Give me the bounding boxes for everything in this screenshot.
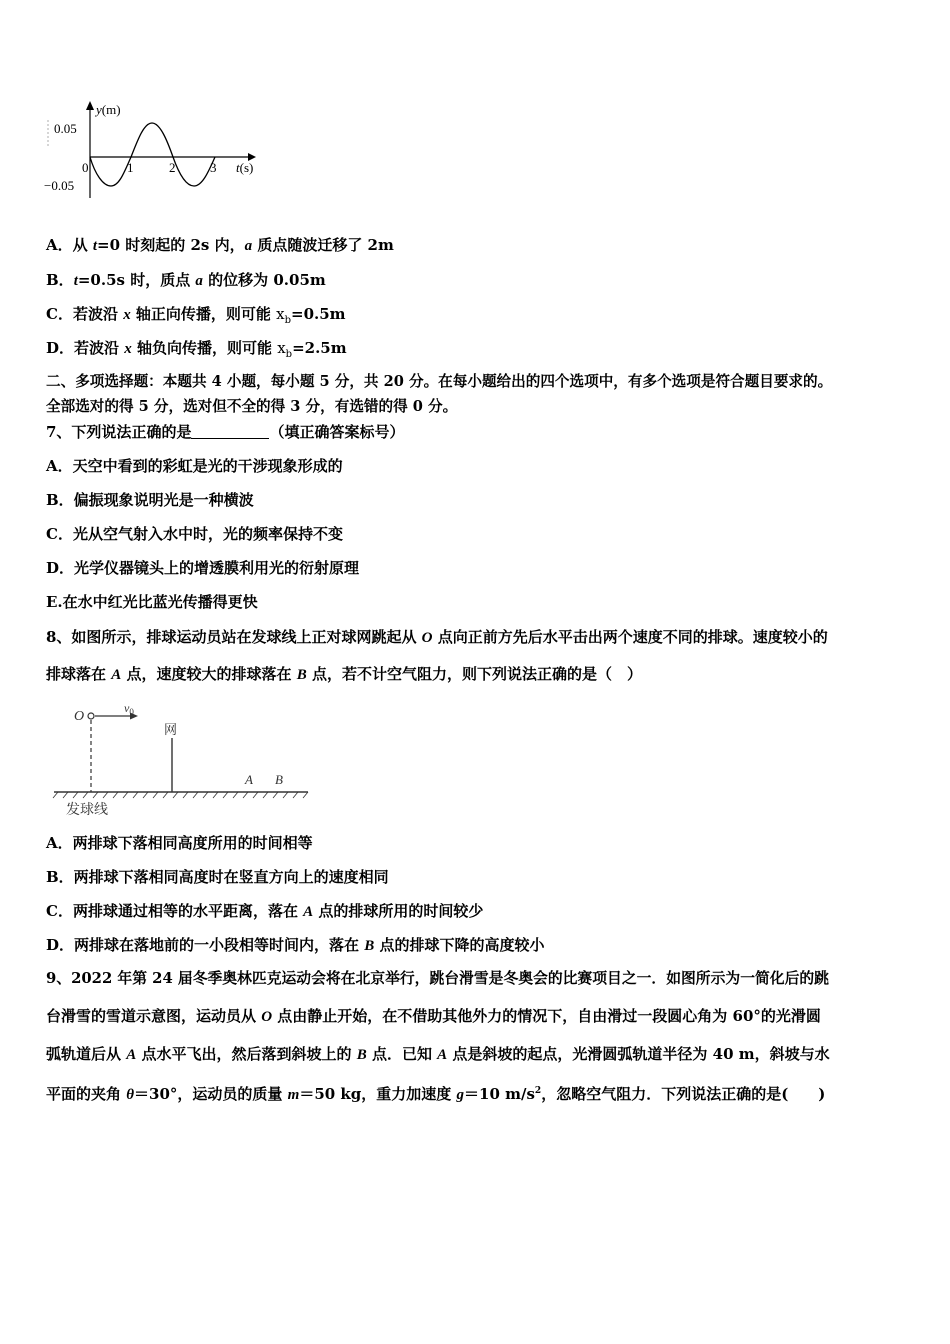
point-a-label: A: [245, 772, 253, 787]
q6-option-a[interactable]: A．从 t=0 时刻起的 2s 内，a 质点随波迁移了 2m: [46, 236, 394, 254]
y-top-label: 0.05: [54, 121, 77, 136]
q9-stem-line2: 台滑雪的雪道示意图，运动员从 O 点由静止开始，在不借助其他外力的情况下，自由滑过一段圆心角为 60°的光滑圆: [46, 1007, 821, 1025]
v0-label: $v_0$: [124, 701, 134, 717]
ground-hatching: [53, 792, 308, 798]
q8-option-c[interactable]: C．两排球通过相等的水平距离，落在 A 点的排球所用的时间较少: [46, 902, 484, 920]
wave-graph: [40, 98, 270, 208]
q8-option-d[interactable]: D．两排球在落地前的一小段相等时间内，落在 B 点的排球下降的高度较小: [46, 936, 545, 954]
q8-stem-line1: 8、如图所示，排球运动员站在发球线上正对球网跳起从 O 点向正前方先后水平击出两个速度不同的排球。速度较小的: [46, 628, 828, 646]
y-bottom-label: −0.05: [44, 178, 75, 193]
q7-option-e[interactable]: E.在水中红光比蓝光传播得更快: [46, 593, 258, 611]
q8-option-b[interactable]: B．两排球下落相同高度时在竖直方向上的速度相同: [46, 868, 389, 886]
q6-option-b[interactable]: B．t=0.5s 时，质点 a 的位移为 0.05m: [46, 271, 326, 289]
point-o-label: O: [74, 709, 85, 724]
point-b-label: B: [275, 772, 283, 787]
q7-option-b[interactable]: B．偏振现象说明光是一种横波: [46, 491, 254, 509]
serve-line-label: 发球线: [66, 803, 108, 818]
q9-stem-line3: 弧轨道后从 A 点水平飞出，然后落到斜坡上的 B 点．已知 A 点是斜坡的起点，光滑圆弧轨道半径为 40 m，斜坡与水: [46, 1045, 830, 1063]
tick-label-2: 2: [169, 160, 176, 175]
ball-point-o: [88, 713, 94, 719]
x-axis-label: t(s): [236, 160, 254, 175]
net-label: 网: [164, 722, 178, 737]
answer-blank[interactable]: [191, 424, 269, 439]
y-axis-label: y(m): [96, 102, 121, 117]
q6-option-d[interactable]: D．若波沿 x 轴负向传播，则可能 $x_b=2.5m$: [46, 339, 347, 360]
y-axis-arrow-icon: [86, 101, 94, 110]
section2-line1: 二、多项选择题：本题共 4 小题，每小题 5 分，共 20 分。在每小题给出的四个选项中，有多个选项是符合题目要求的。: [46, 373, 833, 390]
q8-stem-line2: 排球落在 A 点，速度较大的排球落在 B 点，若不计空气阻力，则下列说法正确的是（ ）: [46, 665, 642, 683]
tick-label-1: 1: [127, 160, 134, 175]
q9-stem-line4: 平面的夹角 θ＝30°，运动员的质量 m＝50 kg，重力加速度 g＝10 $m/s^2$，忽略空气阻力．下列说法正确的是( ): [46, 1085, 826, 1103]
q7-option-d[interactable]: D．光学仪器镜头上的增透膜利用光的衍射原理: [46, 559, 360, 577]
section2-line2: 全部选对的得 5 分，选对但不全的得 3 分，有选错的得 0 分。: [46, 398, 458, 415]
wave-curve: [90, 123, 215, 186]
tick-label-3: 3: [210, 160, 217, 175]
q7-stem: 7、下列说法正确的是 （填正确答案标号）: [46, 423, 405, 441]
volleyball-figure: [50, 700, 320, 825]
q6-option-c[interactable]: C．若波沿 x 轴正向传播，则可能 $x_b=0.5m$: [46, 305, 346, 326]
origin-label: 0: [82, 160, 89, 175]
q9-stem-line1: 9、2022 年第 24 届冬季奥林匹克运动会将在北京举行，跳台滑雪是冬奥会的比赛项目之一．如图所示为一简化后的跳: [46, 970, 829, 987]
q7-option-a[interactable]: A．天空中看到的彩虹是光的干涉现象形成的: [46, 457, 343, 475]
q7-option-c[interactable]: C．光从空气射入水中时，光的频率保持不变: [46, 525, 343, 543]
q8-option-a[interactable]: A．两排球下落相同高度所用的时间相等: [46, 834, 313, 852]
